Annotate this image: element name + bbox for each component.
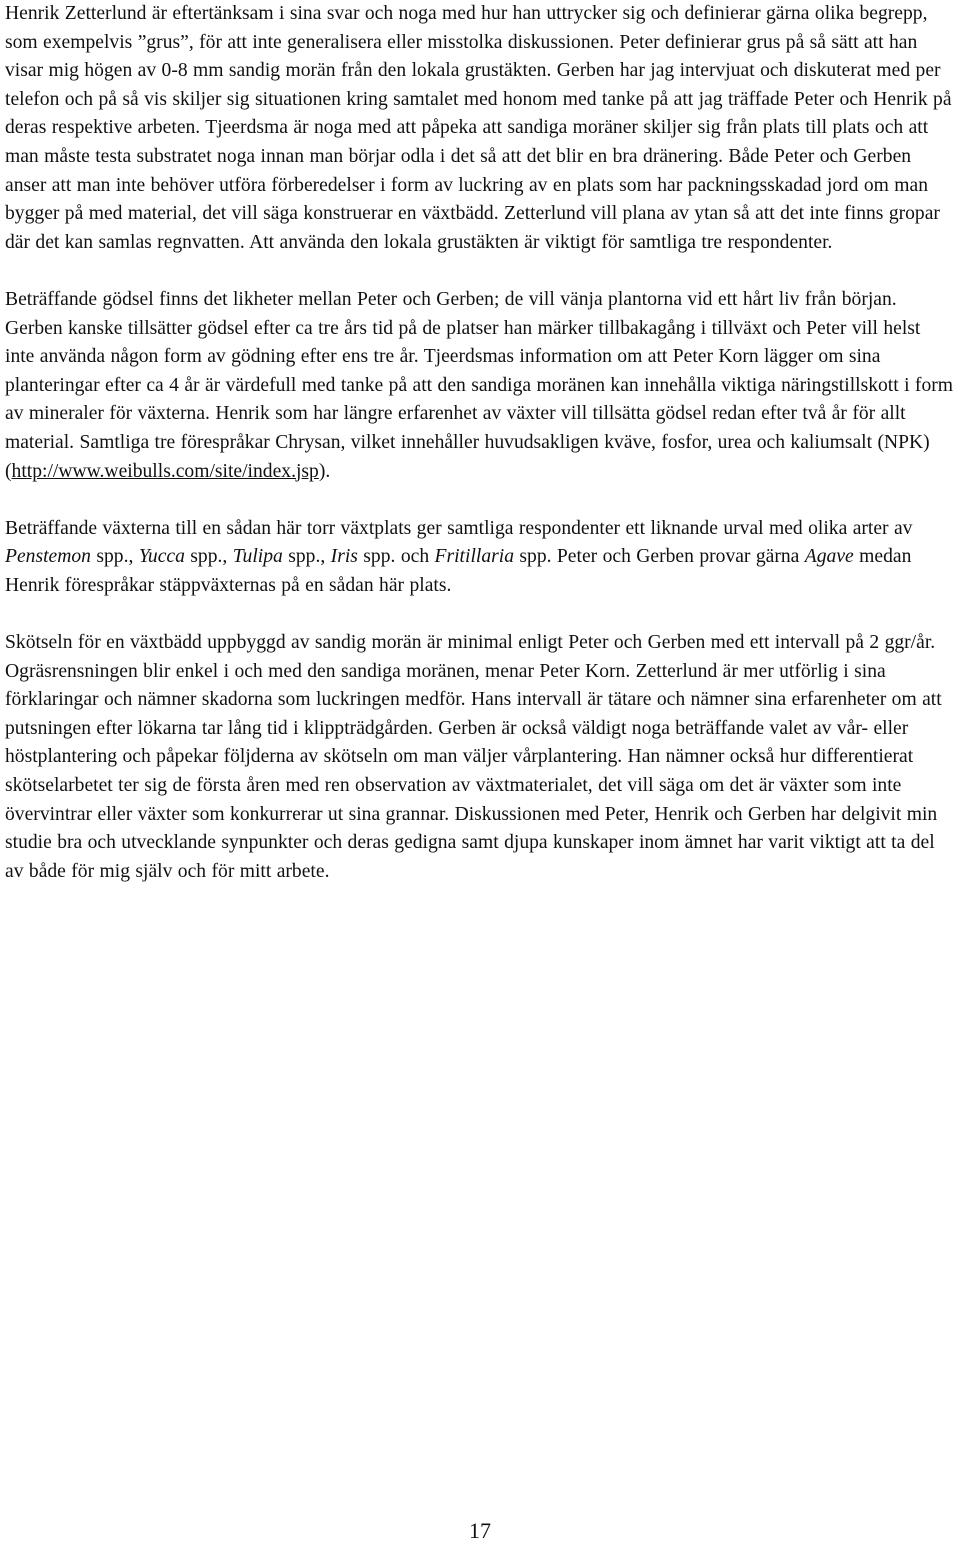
paragraph-1-part-2: Gerben har jag intervjuat och diskuterat med per telefon och på så vis skiljer sig situationen kring samtalet med honom med tanke på att jag träffade Peter och Henrik på deras respektive arbeten. Tjeerdsma är noga med att påpeka att sandiga moräner skiljer sig från plats till plats och att man måste testa substratet noga innan man börjar odla i det så att det blir en bra dränering. Både Peter och Gerben anser att man inte behöver utföra förberedelser i form av luckring av en plats som har packningsskadad jord om man bygger på med material, det vill säga konstruerar en växtbädd. Zetterlund vill plana av ytan så att det inte finns gropar där det kan samlas regnvatten. Att använda den lokala grustäkten är viktigt för samtliga tre respondenter. xyxy=(5,60,952,253)
paragraph-2-text: Beträffande gödsel finns det likheter mellan Peter och Gerben; de vill vänja plantorna vid ett hårt liv från början. Gerben kanske tillsätter gödsel efter ca tre års tid på de platser han märker tillbakagång i tillväxt och Peter vill helst inte använda någon form av gödning efter ens tre år. Tjeerdsmas information om att Peter Korn lägger om sina planteringar efter ca 4 år är värdefull med tanke på att den sandiga moränen kan innehålla viktiga näringstillskott i form av mineraler för växterna. Henrik som har längre erfarenhet av växter vill tillsätta gödsel redan efter två år för allt material. Samtliga tre förespråkar Chrysan, vilket innehåller huvudsakligen kväve, fosfor, urea och kaliumsalt (NPK) ( xyxy=(5,288,954,482)
paragraph-2-end: ). xyxy=(318,460,331,482)
species-yucca: Yucca xyxy=(138,546,185,568)
species-iris: Iris xyxy=(330,546,358,568)
species-penstemon: Penstemon xyxy=(5,546,91,568)
weibulls-link[interactable]: http://www.weibulls.com/site/index.jsp xyxy=(11,460,319,482)
page-number: 17 xyxy=(469,1518,491,1543)
species-agave: Agave xyxy=(804,546,854,568)
paragraph-4 xyxy=(5,629,955,886)
paragraph-3-text-5: spp. och xyxy=(357,546,435,568)
paragraph-3-text-1: Beträffande växterna till en sådan här torr växtplats ger samtliga respondenter ett liknande urval med olika arter av xyxy=(5,517,913,539)
paragraph-3-text-3: spp., xyxy=(184,546,233,568)
species-fritillaria: Fritillaria xyxy=(434,546,514,568)
paragraph-3-text-4: spp., xyxy=(282,546,331,568)
paragraph-3 xyxy=(5,515,955,601)
paragraph-4-text: Skötseln för en växtbädd uppbyggd av sandig morän är minimal enligt Peter och Gerben med ett intervall på 2 ggr/år. Ogräsrensningen blir enkel i och med den sandiga moränen, menar Peter Korn. Zetterlund är mer utförlig i sina förklaringar och nämner skadorna som luckringen medför. Hans intervall är tätare och nämner sina erfarenheter om att putsningen efter lökarna tar lång tid i klippträdgården. Gerben är också väldigt noga beträffande valet av vår- eller höstplantering och påpekar följderna av skötseln om man väljer vårplantering. Han nämner också hur differentierat skötselarbetet ter sig de första åren med ren observation av växtmaterialet, det vill säga om det är växter som inte övervintrar eller växter som konkurrerar ut sina grannar. Diskussionen med Peter, Henrik och Gerben har delgivit min studie bra och utvecklande synpunkter och deras gedigna samt djupa kunskaper inom ämnet har varit viktigt att ta del av både för mig själv och för mitt arbete. xyxy=(5,632,942,882)
paragraph-1 xyxy=(5,0,955,257)
paragraph-1-part-1: Henrik Zetterlund är eftertänksam i sina svar och noga med hur han uttrycker sig och definierar gärna olika begrepp, som exempelvis ”grus”, för att inte generalisera eller misstolka diskussionen. Peter definierar grus på så sätt att han visar mig högen av 0-8 mm sandig morän från den lokala grustäkten. xyxy=(5,3,928,82)
paragraph-3-text-2: spp., xyxy=(90,546,139,568)
paragraph-3-text-6: spp. Peter och Gerben provar gärna xyxy=(514,546,805,568)
paragraph-2 xyxy=(5,286,955,486)
paragraph-3-text-7: medan Henrik förespråkar stäppväxternas på en sådan här plats. xyxy=(5,546,912,596)
document-page xyxy=(5,0,955,915)
species-tulipa: Tulipa xyxy=(232,546,283,568)
